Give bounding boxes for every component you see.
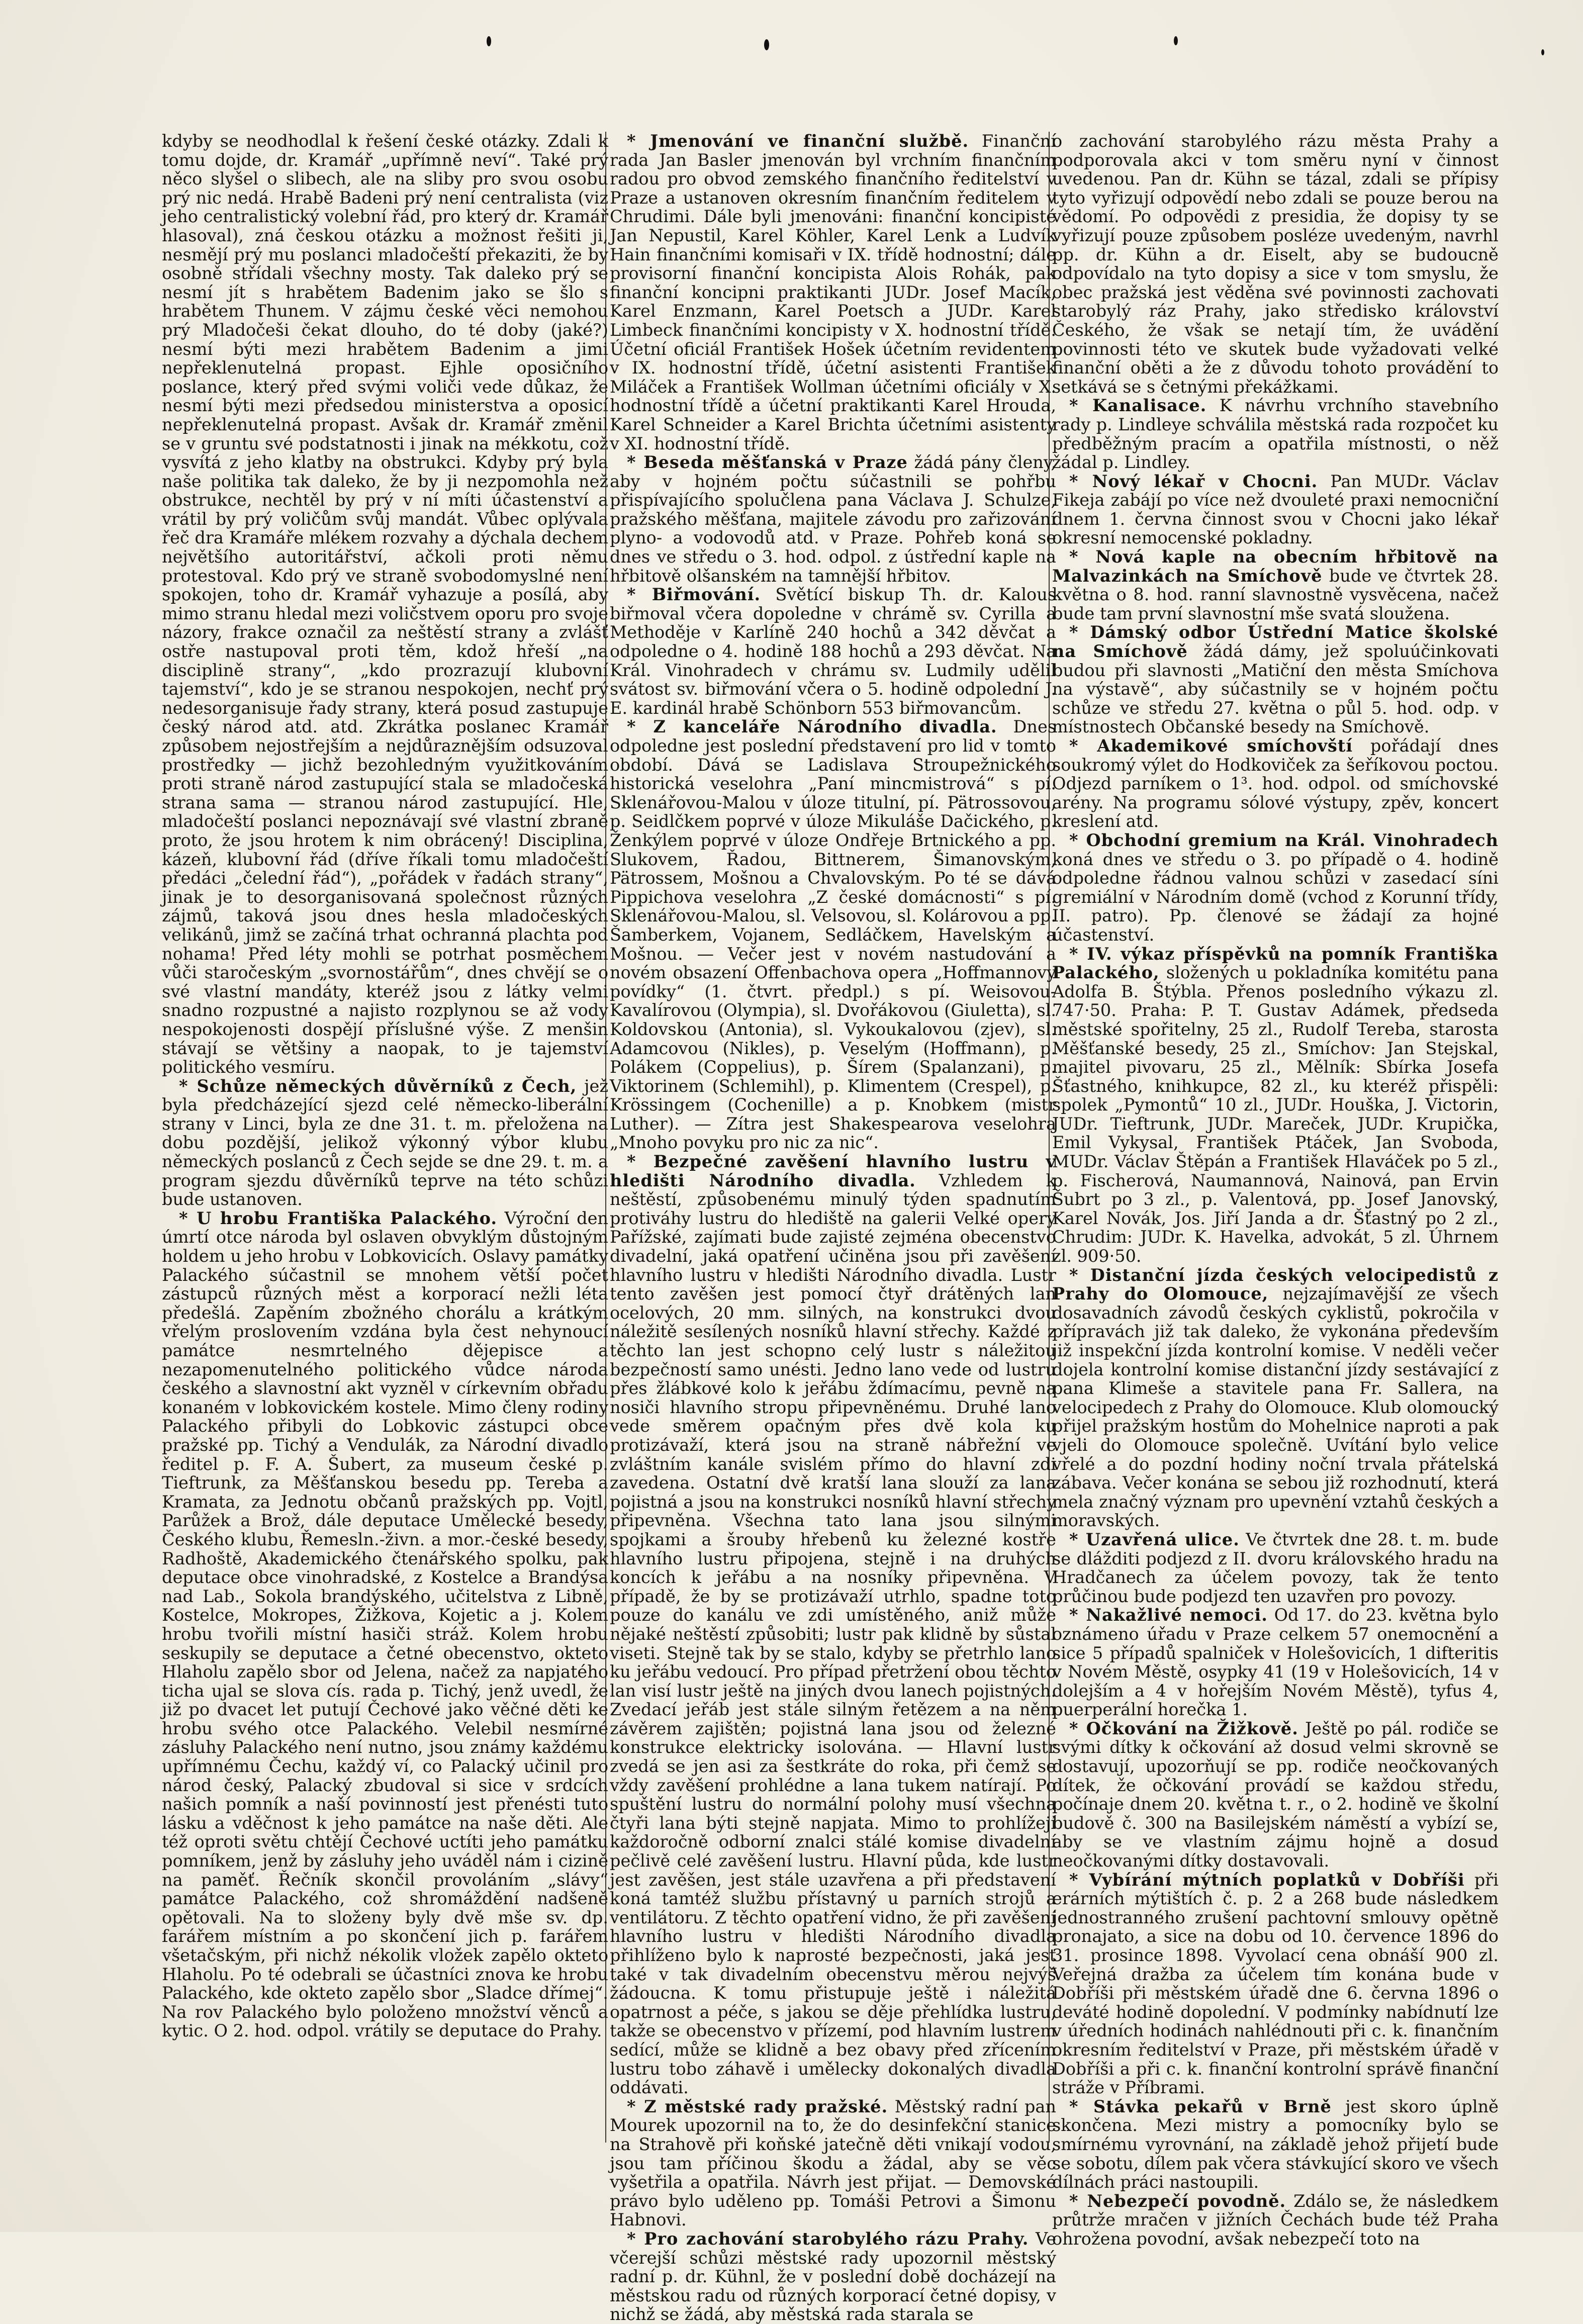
article-paragraph xyxy=(610,585,1056,717)
article-heading: * Obchodní gremium na Král. Vinohradech xyxy=(1069,830,1499,850)
article-text: bude ve čtvrtek 28. května o 8. hod. ranní slavnostně vysvěcena, načež bude tam první slavnostní mše svatá sloužena. xyxy=(1052,566,1499,623)
article-heading: * Biřmování. xyxy=(627,585,761,604)
article-paragraph xyxy=(1052,831,1499,945)
column-1 xyxy=(162,132,608,2163)
article-paragraph xyxy=(1052,472,1499,547)
article-heading: * Z městské rady pražské. xyxy=(627,2097,888,2116)
article-text: Zdálo se, že následkem průtrže mračen v jižních Čechách bude též Praha ohrožena povodní, avšak nebezpečí toto na xyxy=(1052,2191,1499,2249)
article-text: Ve čtvrtek dne 28. t. m. bude se dlážditi podjezd z II. dvoru královského hradu na Hradčanech za účelem povozy, tak že tento průčinou bude podjezd ten uzavřen pro povozy. xyxy=(1052,1529,1499,1606)
article-paragraph xyxy=(610,1152,1056,2097)
article-paragraph xyxy=(1052,1606,1499,1719)
article-text: Ještě po pál. rodiče se svými dítky k očkování až dosud velmi skrovně se dostavují, upozorňují se pp. rodiče neočkovaných dítek, že očkování provádí se každou středu, počínaje dnem 20. května t. r., o 2. hodině ve školní budově č. 300 na Basilejském náměstí a vybízí se, aby se ve vlastním zájmu hojně a dosud neočkovanými dítky dostavovali. xyxy=(1052,1718,1499,1871)
article-heading: * Jmenování ve finanční službě. xyxy=(627,131,969,151)
article-text: pořádají dnes soukromý výlet do Hodkoviček za šeříkovou poctou. Odjezd parníkem o 1³. hod. odpol. od smíchovské arény. Na programu sólové výstupy, zpěv, koncert kreslení atd. xyxy=(1052,736,1499,831)
article-text: Pan MUDr. Václav Fikeja zabájí po více než dvouleté praxi nemocniční dnem 1. června činnost svou v Chocni jako lékař okresní nemocenské pokladny. xyxy=(1052,471,1499,548)
column-3 xyxy=(1052,131,1499,2249)
article-text: Finanční rada Jan Basler jmenován byl vrchním finančním radou pro obvod zemského finančního ředitelství v Praze a ustanoven okresním finančním ředitelem v Chrudimi. Dále byli jmenováni: finanční koncipisté Jan Nepustil, Karel Köhler, Karel Lenk a Ludvík Hain finančními komisaři v IX. třídě hodnostní; dále provisorní finanční koncipista Alois Rohák, pak finanční koncipni praktikanti JUDr. Josef Macík, Karel Enzmann, Karel Poetsch a JUDr. Karel Limbeck finančními koncipisty v X. hodnostní třídě. Účetní oficiál František Hošek účetním revidentem v IX. hodnostní třídě, účetní asistenti František Miláček a František Wollman účetními oficiály v X. hodnostní třídě a účetní praktikanti Karel Hrouda, Karel Schneider a Karel Brichta účetními asistenty v XI. hodnostní třídě. xyxy=(610,131,1056,453)
article-paragraph xyxy=(1052,1871,1499,2097)
article-text: Výroční den úmrtí otce národa byl oslaven obvyklým důstojným holdem u jeho hrobu v Lobkovicích. Oslavy památky Palackého súčastnil se mnohem větší počet zástupců různých měst a korporací nežli léta předešlá. Zapěním zbožného chorálu a krátkým vřelým proslovením vzdána byla čest nehynoucí památce nesmrtelného dějepisce a nezapomenutelného politického vůdce národa českého a slavnostní akt vyzněl v církevním obřadu konaném v lobkovickém kostele. Mimo členy rodiny Palackého přibyli do Lobkovic zástupci obce pražské pp. Tichý a Vendulák, za Národní divadlo ředitel p. F. A. Šubert, za museum české p. Tieftrunk, za Měšťanskou besedu pp. Tereba a Kramata, za Jednotu občanů pražských pp. Vojtl, Parůžek a Brož, dále deputace Umělecké besedy, Českého klubu, Řemesln.-živn. a mor.-české besedy, Radhoště, Akademického čtenářského spolku, pak deputace obce vinohradské, z Kostelce a Brandýsa nad Lab., Sokola brandýského, učitelstva z Libně, Kostelce, Mokropes, Žižkova, Kojetic a j. Kolem hrobu tvořili místní hasiči stráž. Kolem hrobu seskupily se deputace a četné obecenstvo, okteto Hlaholu zapělo sbor od Jelena, načež za napjatého ticha ujal se slova cís. rada p. Tichý, jenž uvedl, že již po dvacet let putují Čechové jako věčné děti ke hrobu svého otce Palackého. Velebil nesmírné zásluhy Palackého není nutno, jsou známy každému upřímnému Čechu, každý ví, co Palacký učinil pro národ český, Palacký zbudoval si sice v srdcích našich pomník a naší povinností jest přenésti tuto lásku a vděčnost k jeho památce na naše děti. Ale též oproti světu chtějí Čechové uctíti jeho památku pomníkem, jenž by zásluhy jeho uváděl nám i cizině na paměť. Řečník skončil provoláním „slávy“ památce Palackého, což shromáždění nadšeně opětovali. Na to složeny byly dvě mše sv. dp. farářem místním a po skončení jich p. farářem všetačským, při nichž nékolik vložek zapělo okteto Hlaholu. Po té odebrali se účastníci znova ke hrobu Palackého, kde okteto zapělo sbor „Sladce dřímej“. Na rov Palackého bylo položeno množství věnců a kytic. O 2. hod. odpol. vrátily se deputace do Prahy. xyxy=(162,1208,608,2041)
article-heading: * Akademikové smíchovští xyxy=(1069,736,1353,756)
article-heading: * Vybírání mýtních poplatků v Dobříši xyxy=(1069,1870,1465,1890)
article-heading: * Kanalisace. xyxy=(1069,396,1206,415)
article-text: složených u pokladníka komitétu pana Adolfa B. Štýbla. Přenos posledního výkazu zl. 747·50. Praha: P. T. Gustav Adámek, předseda městské spořitelny, 25 zl., Rudolf Tereba, starosta Měšťanské besedy, 25 zl., Smíchov: Jan Stejskal, majitel pivovaru, 25 zl., Mělník: Sbírka Josefa Šťastného, knihkupce, 82 zl., ku kteréž přispěli: spolek „Pymontů“ 10 zl., JUDr. Houška, J. Victorin, JUDr. Tieftrunk, JUDr. Mareček, JUDr. Krupička, Emil Vykysal, František Ptáček, Jan Svoboda, MUDr. Václav Štěpán a František Hlaváček po 5 zl., p. Fischerová, Naumannová, Nainová, pan Ervin Šubrt po 3 zl., p. Valentová, pp. Josef Janovský, Karel Novák, Jos. Jiří Janda a dr. Šťastný po 2 zl., Chrudim: JUDr. K. Havelka, advokát, 5 zl. Úhrnem zl. 909·50. xyxy=(1052,963,1499,1266)
article-heading: * Bezpečné zavěšení hlavního lustru v hledišti Národního divadla. xyxy=(610,1152,1056,1190)
article-text: Vzhledem k neštěstí, způsobenému minulý týden spadnutím protiváhy lustru do hlediště na galerii Velké opery Pařížské, zajímati bude zajisté zejména obecenstvo divadelní, jaká opatření učiněna jsou při zavěšení hlavního lustru v hledišti Národního divadla. Lustr tento zavěšen jest pomocí čtyř drátěných lan ocelových, 20 mm. silných, na konstrukci dvou náležitě sesílených nosníků hlavní střechy. Každé z těchto lan jest schopno celý lustr s náležitou bezpečností samo unésti. Jedno lano vede od lustru přes žlábkové kolo k jeřábu ždímacímu, pevně na nosiči hlavního stropu připevněnému. Druhé lano vede směrem opačným přes dvě kola ku protizávaží, která jsou na straně nábřežní ve zvláštním kanále svislém přímo do hlavní zdi zavedena. Ostatní dvě kratší lana slouží za lana pojistná a jsou na konstrukci nosníků hlavní střechy připevněna. Všechna tato lana jsou silnými spojkami a šrouby hřebenů ku železné kostře hlavního lustru připojena, stejně i na druhých koncích k jeřábu a na nosníky připevněna. V případě, že by se protizávaží utrhlo, spadne toto pouze do kanálu ve zdi umístěného, aniž může nějaké neštěstí způsobiti; lustr pak klidně by sůstal viseti. Stejně tak by se stalo, kdyby se přetrhlo lano ku jeřábu vedoucí. Pro případ přetržení obou těchto lan visí lustr ještě na jiných dvou lanech pojistných. Zvedací jeřáb jest stále silným řetězem a na něm závěrem zajištěn; pojistná lana jsou od železné konstrukce elektricky isolována. — Hlavní lustr zvedá se jen asi za šestkráte do roka, při čemž se vždy zavěšení prohlédne a lana tukem natírají. Po spuštění lustru do normální polohy musí všechna čtyři lana býti stejně napjata. Mimo to prohlížejí každoročně odborní znalci stálé komise divadelní pečlivě celé zavěšení lustru. Hlavní půda, kde lustr jest zavěšen, jest stále uzavřena a při představení koná tamtéž službu přístavný u parních strojů a ventilátoru. Z těchto opatření vidno, že při zavěšení hlavního lustru v hledišti Národního divadla přihlíženo bylo k naprosté bezpečnosti, jaká jest také v tak divadelním obecenstvu měrou nejvýš žádoucna. K tomu přistupuje ještě i náležitá opatrnost a péče, s jakou se děje přehlídka lustru, takže se obecenstvo v přízemí, pod hlavním lustrem sedící, může se klidně a bez obavy před zřícením lustru tobo záhavě i umělecky dokonalých divadla oddávati. xyxy=(610,1170,1056,2098)
article-paragraph xyxy=(162,132,608,1077)
article-paragraph xyxy=(1052,2097,1499,2192)
ink-speck xyxy=(487,36,491,46)
article-paragraph xyxy=(1052,736,1499,831)
article-heading: * IV. výkaz příspěvků na pomník Františka Palackého, xyxy=(1052,944,1499,983)
article-heading: * Stávka pekařů v Brně xyxy=(1069,2097,1332,2116)
article-heading: * Schůze německých důvěrníků z Čech, xyxy=(179,1076,577,1096)
article-text: koná dnes ve středu o 3. po případě o 4. hodině odpoledne řádnou valnou schůzi v zasedací síni gremiální v Národním domě (vchod z Korunní třídy, II. patro). Pp. členové se žádají za hojné účastenství. xyxy=(1052,849,1499,945)
article-paragraph xyxy=(1052,1719,1499,1871)
article-paragraph xyxy=(162,1077,608,1209)
article-heading: * Pro zachování starobylého rázu Prahy. xyxy=(627,2229,1029,2249)
article-paragraph xyxy=(1052,945,1499,1266)
article-heading: * Očkování na Žižkově. xyxy=(1069,1719,1298,1738)
article-paragraph xyxy=(610,2097,1056,2229)
article-paragraph xyxy=(1052,547,1499,623)
article-paragraph xyxy=(1052,1266,1499,1530)
ink-speck xyxy=(1541,49,1544,55)
article-heading: * Nový lékař v Chocni. xyxy=(1069,472,1318,491)
article-heading: * Beseda měšťanská v Praze xyxy=(627,452,908,472)
article-text: K návrhu vrchního stavebního rady p. Lindleye schválila městská rada rozpočet ku předběžným pracím a opatřila místnosti, o něž žádal p. Lindley. xyxy=(1052,396,1499,473)
article-text: jest skoro úplně skončena. Mezi mistry a pomocníky bylo se smírnému vyrovnání, na základě jehož přijetí bude se sobotu, dílem pak včera stávkující skoro ve všech dílnách práci nastoupili. xyxy=(1052,2096,1499,2192)
ink-speck xyxy=(764,39,769,50)
article-heading: * Distanční jízda českých velocipedistů z Prahy do Olomouce, xyxy=(1052,1265,1499,1304)
article-text: Městský radní pan Mourek upozornil na to, že do desinfekční stanice na Strahově při koňské jatečně děti vnikají vodou, jsou tam příčinou škodu a žádal, aby se věc vyšetřila a opatřila. Návrh jest přijat. — Demovské právo bylo uděleno pp. Tomáši Petrovi a Šimonu Habnovi. xyxy=(610,2096,1056,2230)
ink-speck xyxy=(1174,36,1178,45)
article-heading: * Nakažlivé nemoci. xyxy=(1069,1605,1268,1625)
article-heading: * Nová kaple na obecním hřbitově na Malvazinkách na Smíchově xyxy=(1052,547,1499,586)
article-paragraph xyxy=(162,1209,608,2040)
article-text: Dnes odpoledne jest poslední představení pro lid v tomto období. Dává se Ladislava Stroupežnického historická veselohra „Paní mincmistrová“ s pí. Sklenářovou-Malou v úloze titulní, pí. Pätrossovou, p. Seidlčkem poprvé v úloze Mikuláše Dačického, p. Ženkýlem poprvé v úloze Ondřeje Brtnického a pp. Slukovem, Řadou, Bittnerem, Šimanovským, Pätrossem, Mošnou a Chvalovským. Po té se dává Pippichova veselohra „Z české domácnosti“ s pí. Sklenářovou-Malou, sl. Velsovou, sl. Kolárovou a pp. Šamberkem, Vojanem, Sedláčkem, Havelským a Mošnou. — Večer jest v novém nastudování a novém obsazení Offenbachova opera „Hoffmannovy povídky“ (1. čtvrt. předpl.) s pí. Weisovou-Kavalírovou (Olympia), sl. Dvořákovou (Giuletta), sl. Koldovskou (Antonia), sl. Vykoukalovou (zjev), sl. Adamcovou (Nikles), p. Veselým (Hoffmann), p. Polákem (Coppelius), p. Šírem (Spalanzani), p. Viktorinem (Schlemihl), p. Klimentem (Crespel), p. Krössingem (Cochenille) a p. Knobkem (mistr Luther). — Zítra jest Shakespearova veselohra „Mnoho povyku pro nic za nic“. xyxy=(610,717,1056,1153)
article-heading: * Uzavřená ulice. xyxy=(1069,1530,1240,1549)
article-heading: * Z kanceláře Národního divadla. xyxy=(627,717,997,736)
article-text: Ve včerejší schůzi městské rady upozornil městský radní p. dr. Kühnl, že v poslední době docházejí na městskou radu od různých korporací četné dopisy, v nichž se žádá, aby městská rada starala se xyxy=(610,2228,1056,2324)
article-paragraph xyxy=(1052,132,1499,396)
article-paragraph xyxy=(1052,1530,1499,1606)
column-2 xyxy=(610,131,1056,2324)
article-text: žádá pány členy, aby v hojném počtu súčastnili se pohřbu přispívajícího spolučlena pana Václava J. Schulze, pražského měšťana, majitele závodu pro zařizování plyno- a vodovodů atd. v Praze. Pohřeb koná se dnes ve středu o 3. hod. odpol. z ústřední kaple na hřbitově olšanském na tamnější hřbitov. xyxy=(610,452,1056,586)
article-heading: * U hrobu Františka Palackého. xyxy=(179,1209,497,1228)
article-paragraph xyxy=(610,717,1056,1152)
article-heading: * Dámský odbor Ústřední Matice školské na Smíchově xyxy=(1052,622,1499,661)
article-paragraph xyxy=(1052,623,1499,736)
article-text: nejzajímavější ze všech dosavadních závodů českých cyklistů, pokročila v přípravách již tak daleko, že vykonána především již inspekční jízda kontrolní komise. V neděli večer dojela kontrolní komise distanční jízdy sestávající z pana Klimeše a stavitele pana Fr. Sallera, na velocipedech z Prahy do Olomouce. Klub olomoucký přijel pražským hostům do Mohelnice naproti a pak vjeli do Olomouce společně. Uvítání bylo velice vřelé a do pozdní hodiny noční trvala přátelská zábava. Večer konána se sebou již rozhodnutí, která mela značný význam pro upevnění vztahů českých a moravských. xyxy=(1052,1284,1499,1531)
article-heading: * Nebezpečí povodně. xyxy=(1069,2191,1286,2211)
article-paragraph xyxy=(610,453,1056,585)
article-text: kdyby se neodhodlal k řešení české otázky. Zdali k tomu dojde, dr. Kramář „upřímně neví“. Také prý něco slyšel o slibech, ale na sliby pro svou osobu prý nic nedá. Hrabě Badeni prý není centralista (viz jeho centralistický volební řád, pro který dr. Kramář hlasoval), zná českou otázku a možnost řešiti ji, nesmějí prý mu poslanci mladočeští překaziti, že by osobně střídali všechny mosty. Tak daleko prý se nesmí jít s hrabětem Badenim jako se šlo s hrabětem Thunem. V zájmu české věci nemohou prý Mladočeši čekat dlouho, do té doby (jaké?) nesmí býti mezi hrabětem Badenim a jimi nepřeklenutelná propast. Ejhle oposičního poslance, který před svými voliči vede důkaz, že nesmí býti mezi předsedou ministerstva a oposicí nepřeklenutelná propast. Avšak dr. Kramář změnil se v gruntu své podstatnosti i jinak na mékkotu, což vysvítá z jeho klatby na obstrukci. Kdyby prý byla naše politika tak daleko, že by ji nezpomohla než obstrukce, nechtěl by prý v ní míti účastenství a vrátil by prý voličům svůj mandát. Vůbec oplývala řeč dra Kramáře mlékem rozvahy a dýchala dechem největšího autoritářství, ačkoli proti němu protestoval. Kdo prý ve straně svobodomyslné není spokojen, toho dr. Kramář vyhazuje a posílá, aby mimo stranu hledal mezi voličstvem oporu pro svoje názory, frakce označil za neštěstí strany a zvlášť ostře nastupoval proti těm, kdož hřeší „na disciplině strany“, „kdo prozrazují klubovní tajemství“, kdo je se stranou nespokojen, nechť prý nedesorganisuje řady strany, která posud zastupuje český národ atd. atd. Zkrátka poslanec Kramář způsobem nejostřejším a nejdůraznějším odsuzoval prostředky — jichž bezohledným využitkováním proti straně národ zastupující stala se mladočeská strana sama — stranou národ zastupující. Hle, mladočeští poslanci nepoznávají své vlastní zbraně proto, že jsou hrotem k nim obrácený! Disciplina, kázeň, klubovní řád (dříve říkali tomu mladočeští předáci „čelední řád“), „pořádek v řadách strany“, jinak je to desorganisovaná společnost různých zájmů, taková jsou dnes hesla mladočeských velikánů, jimž se začíná trhat ochranná plachta pod nohama! Před léty mohli se potrhat posměchem vůči staročeským „svornostářům“, dnes chvějí se o své vlastní mandáty, kteréž jsou z látky velmi snadno rozpustné a najisto rozplynou se až vody nespokojenosti dospějí příslušné výše. Z menšin stávají se většiny a naopak, to je tajemství politického vesmíru. xyxy=(162,131,608,1077)
article-paragraph xyxy=(1052,2192,1499,2249)
article-text: Od 17. do 23. května bylo oznámeno úřadu v Praze celkem 57 onemocnění a sice 5 případů spalniček v Holešovicích, 1 difteritis v Novém Městě, osypky 41 (19 v Holešovicích, 14 v dolejším a 4 v hořejším Novém Městě), tyfus 4, puerperální horečka 1. xyxy=(1052,1605,1499,1720)
article-paragraph xyxy=(610,2229,1056,2324)
article-paragraph xyxy=(610,132,1056,453)
article-text: o zachování starobylého rázu města Prahy a podporovala akci v tom směru nyní v činnost uvedenou. Pan dr. Kühn se tázal, zdali se přípisy tyto vyřizují odpovědí nebo zdali se pouze berou na vědomí. Po odpovědi z presidia, že dopisy ty se vyřizují pouze způsobem posléze uvedeným, navrhl pp. dr. Kühn a dr. Eiselt, aby se budoucně odpovídalo na tyto dopisy a sice v tom smyslu, že obec pražská jest věděna své povinnosti zachovati starobylý ráz Prahy, jako středisko království Českého, že však se netají tím, že uvádění povinnosti této ve skutek bude vyžadovati velké finanční oběti a že z důvodu tohoto provádění to setkává se s četnými překážkami. xyxy=(1052,131,1499,397)
article-text: při erárních mýtištích č. p. 2 a 268 bude následkem jednostranného zrušení pachtovní smlouvy opětně pronajato, a sice na dobu od 10. července 1896 do 31. prosince 1898. Vyvolací cena obnáší 900 zl. Veřejná dražba za účelem tím konána bude v Dobříši při městském úřadě dne 6. června 1896 o deváté hodině dopolední. V podmínky nabídnutí lze v úředních hodinách nahlédnouti při c. k. finančním okresním ředitelství v Praze, při městském úřadě v Dobříši a při c. k. finanční kontrolní správě finanční stráže v Příbrami. xyxy=(1052,1870,1499,2098)
article-text: žádá dámy, jež spoluúčinkovati budou při slavnosti „Matiční den města Smíchova na výstavě“, aby súčastnily se v hojném počtu schůze ve středu 27. května o půl 5. hod. odp. v místnostech Občanské besedy na Smíchově. xyxy=(1052,641,1499,737)
article-text: jež byla předcházející sjezd celé německo-liberální strany v Linci, byla ze dne 31. t. m. přeložena na dobu pozdější, jelikož výkonný výbor klubu německých poslanců z Čech sejde se dne 29. t. m. a program sjezdu důvěrníků teprve na této schůzi bude ustanoven. xyxy=(162,1076,609,1210)
article-text: Světící biskup Th. dr. Kalous biřmoval včera dopoledne v chrámě sv. Cyrilla a Methoděje v Karlíně 240 hochů a 342 děvčat a odpoledne o 4. hodině 188 hochů a 293 děvčat. Na Král. Vinohradech v chrámu sv. Ludmily udělil svátost sv. biřmování včera o 5. hodině odpolední J. E. kardinál hrabě Schönborn 553 biřmovancům. xyxy=(610,585,1056,718)
article-paragraph xyxy=(1052,396,1499,472)
